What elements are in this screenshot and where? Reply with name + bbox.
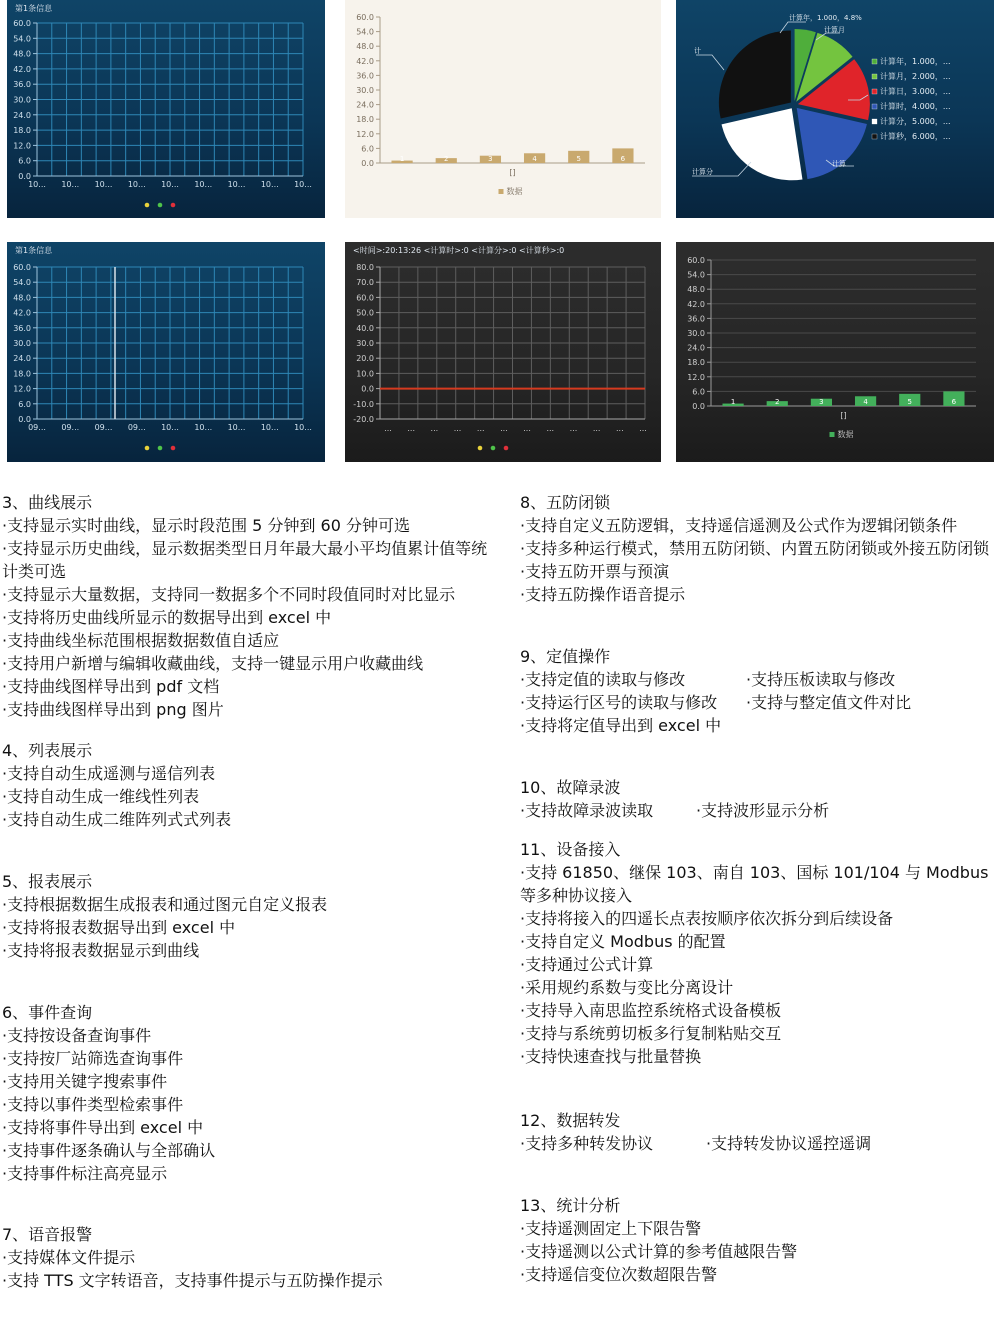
y-tick-label: 60.0 [687, 256, 705, 265]
legend-swatch [830, 432, 835, 437]
y-tick-label: 24.0 [13, 110, 31, 120]
y-tick-label: 18.0 [687, 358, 705, 368]
feature-section [520, 492, 998, 606]
section-title: 9、定值操作 [520, 647, 611, 666]
y-tick-label: 0.0 [692, 402, 705, 411]
pie-chart [676, 0, 994, 218]
feature-item: ·支持运行区号的读取与修改 [520, 693, 718, 712]
legend-label: 计算分，5.000，... [880, 117, 951, 126]
feature-item: ·支持 TTS 文字转语音，支持事件提示与五防操作提示 [2, 1271, 383, 1290]
bar-data-label: 2 [444, 155, 449, 163]
page-indicator-dot [158, 446, 163, 451]
feature-section [2, 871, 492, 962]
feature-item: ·支持通过公式计算 [520, 955, 654, 974]
x-tick-label: 09... [28, 423, 46, 432]
feature-item: ·支持遥信变位次数超限告警 [520, 1265, 718, 1284]
x-tick-label: 09... [61, 423, 80, 432]
pie-callout-label: 计 [694, 47, 701, 55]
feature-item: ·支持遥测以公式计算的参考值越限告警 [520, 1242, 798, 1261]
y-tick-label: 30.0 [356, 86, 374, 95]
y-tick-label: 42.0 [13, 308, 31, 318]
y-tick-label: 40.0 [356, 323, 374, 333]
legend-swatch [872, 119, 877, 124]
x-tick-label: 10... [127, 180, 146, 189]
feature-list-right [520, 492, 998, 1286]
y-tick-label: 24.0 [356, 100, 374, 110]
y-tick-label: 30.0 [13, 339, 31, 348]
feature-item: ·支持与整定值文件对比 [746, 693, 912, 712]
feature-item: ·支持自动生成一维线性列表 [2, 787, 200, 806]
callout-line [696, 55, 724, 70]
feature-item: ·支持媒体文件提示 [2, 1248, 136, 1267]
feature-item: ·支持五防开票与预演 [520, 562, 670, 581]
pie-callout-label: 计算分 [692, 168, 713, 176]
legend-label: 计算日，3.000，... [880, 87, 951, 96]
y-tick-label: 50.0 [356, 308, 374, 318]
feature-item: ·支持将事件导出到 excel 中 [2, 1118, 204, 1137]
chart-title: 第1条信息 [15, 246, 53, 255]
x-tick-label: ... [500, 424, 508, 433]
pie-callout-label: 计算 [832, 160, 846, 168]
bar-data-label: 5 [576, 155, 581, 163]
chart-panel-bar-light [345, 0, 661, 218]
section-title: 6、事件查询 [2, 1003, 93, 1022]
y-tick-label: 80.0 [356, 263, 374, 272]
x-tick-label: 10... [260, 423, 279, 432]
curve-chart [345, 242, 661, 462]
x-tick-label: 10... [294, 180, 312, 189]
section-title: 4、列表展示 [2, 741, 93, 760]
feature-section [520, 1195, 998, 1286]
feature-section [520, 839, 998, 1068]
y-tick-label: 48.0 [13, 49, 31, 59]
x-tick-label: ... [523, 424, 531, 433]
bar-chart [676, 242, 994, 462]
bar-chart [345, 0, 661, 218]
y-tick-label: 18.0 [13, 369, 31, 379]
feature-item: ·支持故障录波读取 [520, 801, 654, 820]
y-tick-label: 48.0 [687, 285, 705, 295]
y-tick-label: 36.0 [356, 71, 374, 81]
feature-section [2, 740, 492, 831]
y-tick-label: 24.0 [687, 343, 705, 353]
x-tick-label: 10... [260, 180, 279, 189]
y-tick-label: 42.0 [687, 299, 705, 309]
y-tick-label: 12.0 [356, 129, 374, 139]
y-tick-label: 54.0 [13, 34, 31, 44]
y-tick-label: 54.0 [13, 278, 31, 288]
y-tick-label: -20.0 [353, 415, 374, 424]
pie-callout-label: 计算月 [824, 26, 845, 34]
legend-swatch [872, 134, 877, 139]
y-tick-label: 0.0 [361, 384, 374, 394]
feature-item: ·支持将报表数据导出到 excel 中 [2, 918, 236, 937]
feature-item: ·支持多种运行模式，禁用五防闭锁、内置五防闭锁或外接五防闭锁 [520, 539, 990, 558]
y-tick-label: 0.0 [361, 159, 374, 168]
feature-list-left [2, 492, 492, 1292]
page-indicator-dot [504, 446, 509, 451]
y-tick-label: 30.0 [13, 95, 31, 105]
x-axis-label: [] [840, 411, 847, 420]
feature-item: ·支持 61850、继保 103、南自 103、国标 101/104 与 Modbus 等多种协议接入 [520, 863, 989, 905]
x-tick-label: 10... [194, 180, 213, 189]
chart-panel-compare-curve [345, 242, 661, 462]
feature-item: ·支持压板读取与修改 [746, 670, 896, 689]
feature-item: ·支持导入南思监控系统格式设备模板 [520, 1001, 782, 1020]
page-indicator-dot [491, 446, 496, 451]
y-tick-label: 48.0 [356, 42, 374, 52]
feature-item: ·支持事件标注高亮显示 [2, 1164, 168, 1183]
x-axis-label: [] [509, 168, 516, 177]
section-title: 5、报表展示 [2, 872, 93, 891]
x-tick-label: 10... [227, 423, 246, 432]
bar-data-label: 1 [399, 155, 405, 163]
y-tick-label: 60.0 [13, 263, 31, 272]
feature-section [2, 492, 492, 721]
feature-item: ·支持多种转发协议 [520, 1134, 654, 1153]
chart-panel-realtime-curve [7, 0, 325, 218]
feature-item: ·采用规约系数与变比分离设计 [520, 978, 734, 997]
bar-data-label: 2 [775, 398, 780, 406]
feature-section [520, 1110, 998, 1155]
y-tick-label: 36.0 [687, 314, 705, 324]
legend-label: 数据 [837, 430, 854, 439]
feature-item: ·支持根据数据生成报表和通过图元自定义报表 [2, 895, 328, 914]
legend-label: 计算年，1.000，... [880, 57, 951, 66]
legend-swatch [872, 59, 877, 64]
pie-slice [722, 108, 803, 180]
pie-callout-label: 计算年，1.000，4.8% [789, 14, 862, 22]
x-tick-label: 10... [28, 180, 46, 189]
x-tick-label: 10... [161, 180, 179, 189]
feature-section [2, 1224, 492, 1292]
legend-label: 计算秒，6.000，... [880, 132, 951, 141]
feature-item: ·支持用户新增与编辑收藏曲线，支持一键显示用户收藏曲线 [2, 654, 424, 673]
feature-item: ·支持用关键字搜索事件 [2, 1072, 168, 1091]
feature-item: ·支持转发协议遥控遥调 [706, 1134, 872, 1153]
page-indicator-dot [145, 446, 150, 451]
page-indicator-dot [145, 203, 150, 208]
feature-item: ·支持波形显示分析 [696, 801, 830, 820]
x-tick-label: ... [615, 424, 624, 433]
feature-item: ·支持将接入的四遥长点表按顺序依次拆分到后续设备 [520, 909, 894, 928]
legend-swatch [872, 104, 877, 109]
feature-item: ·支持与系统剪切板多行复制粘贴交互 [520, 1024, 782, 1043]
bar-data-label: 3 [819, 398, 824, 406]
feature-item: ·支持曲线图样导出到 pdf 文档 [2, 677, 220, 696]
y-tick-label: 54.0 [687, 270, 705, 280]
pie-slice [797, 108, 867, 179]
feature-item: ·支持自定义 Modbus 的配置 [520, 932, 726, 951]
y-tick-label: 54.0 [356, 27, 374, 37]
chart-panel-pie [676, 0, 994, 218]
y-tick-label: 60.0 [356, 293, 374, 303]
feature-item: ·支持将定值导出到 excel 中 [520, 716, 722, 735]
feature-item: ·支持快速查找与批量替换 [520, 1047, 702, 1066]
feature-pair-row [520, 668, 998, 691]
feature-item: ·支持显示历史曲线，显示数据类型日月年最大最小平均值累计值等统计类可选 [2, 539, 488, 581]
y-tick-label: 12.0 [687, 372, 705, 382]
feature-item: ·支持曲线坐标范围根据数据数值自适应 [2, 631, 280, 650]
curve-chart [7, 0, 325, 218]
feature-item: ·支持显示实时曲线，显示时段范围 5 分钟到 60 分钟可选 [2, 516, 410, 535]
y-tick-label: -10.0 [353, 399, 374, 409]
feature-item: ·支持定值的读取与修改 [520, 670, 686, 689]
section-title: 3、曲线展示 [2, 493, 93, 512]
feature-section [2, 1002, 492, 1185]
bar-data-label: 3 [488, 155, 493, 163]
y-tick-label: 70.0 [356, 278, 374, 288]
x-tick-label: 10... [161, 423, 179, 432]
feature-item: ·支持按厂站筛选查询事件 [2, 1049, 184, 1068]
feature-pair-row [520, 1132, 998, 1155]
y-tick-label: 60.0 [356, 13, 374, 22]
x-tick-label: 10... [227, 180, 246, 189]
x-tick-label: ... [384, 424, 392, 433]
feature-item: ·支持自定义五防逻辑，支持遥信遥测及公式作为逻辑闭锁条件 [520, 516, 958, 535]
y-tick-label: 20.0 [356, 354, 374, 364]
x-tick-label: 10... [61, 180, 80, 189]
x-tick-label: ... [476, 424, 485, 433]
chart-title: 第1条信息 [15, 4, 53, 13]
y-tick-label: 0.0 [18, 415, 31, 424]
y-tick-label: 12.0 [13, 384, 31, 394]
x-tick-label: ... [430, 424, 439, 433]
page-indicator-dot [171, 446, 176, 451]
feature-item: ·支持事件逐条确认与全部确认 [2, 1141, 216, 1160]
x-tick-label: 09... [127, 423, 146, 432]
feature-item: ·支持五防操作语音提示 [520, 585, 686, 604]
feature-item: ·支持遥测固定上下限告警 [520, 1219, 702, 1238]
y-tick-label: 6.0 [18, 156, 31, 166]
page-indicator-dot [478, 446, 483, 451]
bar-data-label: 1 [730, 398, 736, 406]
y-tick-label: 18.0 [356, 115, 374, 125]
section-title: 10、故障录波 [520, 778, 621, 797]
curve-chart [7, 242, 325, 462]
feature-item: ·支持按设备查询事件 [2, 1026, 152, 1045]
y-tick-label: 30.0 [687, 329, 705, 338]
y-tick-label: 6.0 [692, 387, 705, 397]
bar-data-label: 4 [532, 155, 537, 163]
legend-label: 计算月，2.000，... [880, 72, 951, 81]
bar-data-label: 4 [863, 398, 868, 406]
y-tick-label: 18.0 [13, 126, 31, 136]
x-tick-label: 10... [94, 180, 113, 189]
page-indicator-dot [158, 203, 163, 208]
section-title: 13、统计分析 [520, 1196, 621, 1215]
y-tick-label: 10.0 [356, 369, 374, 379]
section-title: 12、数据转发 [520, 1111, 621, 1130]
x-tick-label: 09... [94, 423, 113, 432]
pie-slice [719, 31, 791, 119]
section-title: 8、五防闭锁 [520, 493, 611, 512]
legend-label: 数据 [506, 187, 523, 196]
feature-item: ·支持自动生成遥测与遥信列表 [2, 764, 216, 783]
feature-item: ·支持显示大量数据，支持同一数据多个不同时段值同时对比显示 [2, 585, 456, 604]
feature-item: ·支持将报表数据显示到曲线 [2, 941, 200, 960]
bar-data-label: 6 [951, 398, 957, 406]
x-tick-label: ... [569, 424, 578, 433]
y-tick-label: 60.0 [13, 19, 31, 28]
x-tick-label: ... [592, 424, 601, 433]
y-tick-label: 30.0 [356, 339, 374, 348]
y-tick-label: 6.0 [361, 144, 374, 154]
y-tick-label: 6.0 [18, 399, 31, 409]
feature-item: ·支持自动生成二维阵列式式列表 [2, 810, 232, 829]
y-tick-label: 42.0 [356, 56, 374, 66]
section-title: 11、设备接入 [520, 840, 621, 859]
section-title: 7、语音报警 [2, 1225, 93, 1244]
bar-data-label: 6 [620, 155, 626, 163]
y-tick-label: 42.0 [13, 64, 31, 74]
legend-swatch [499, 189, 504, 194]
feature-pair-row [520, 691, 998, 714]
legend-swatch [872, 89, 877, 94]
x-tick-label: 10... [194, 423, 213, 432]
x-tick-label: ... [639, 424, 647, 433]
y-tick-label: 24.0 [13, 354, 31, 364]
feature-section [520, 777, 998, 822]
x-tick-label: ... [407, 424, 416, 433]
y-tick-label: 12.0 [13, 141, 31, 151]
page-indicator-dot [171, 203, 176, 208]
y-tick-label: 48.0 [13, 293, 31, 303]
x-tick-label: 10... [294, 423, 312, 432]
y-tick-label: 36.0 [13, 80, 31, 90]
feature-pair-row [520, 799, 998, 822]
chart-panel-bar-dark [676, 242, 994, 462]
y-tick-label: 36.0 [13, 323, 31, 333]
x-tick-label: ... [453, 424, 462, 433]
legend-swatch [872, 74, 877, 79]
chart-title: <时间>:20:13:26 <计算时>:0 <计算分>:0 <计算秒>:0 [353, 246, 565, 255]
feature-item: ·支持将历史曲线所显示的数据导出到 excel 中 [2, 608, 332, 627]
feature-item: ·支持以事件类型检索事件 [2, 1095, 184, 1114]
x-tick-label: ... [546, 424, 555, 433]
feature-item: ·支持曲线图样导出到 png 图片 [2, 700, 224, 719]
chart-panel-history-curve [7, 242, 325, 462]
bar-data-label: 5 [907, 398, 912, 406]
y-tick-label: 0.0 [18, 172, 31, 181]
legend-label: 计算时，4.000，... [880, 102, 951, 111]
feature-section [520, 646, 998, 737]
